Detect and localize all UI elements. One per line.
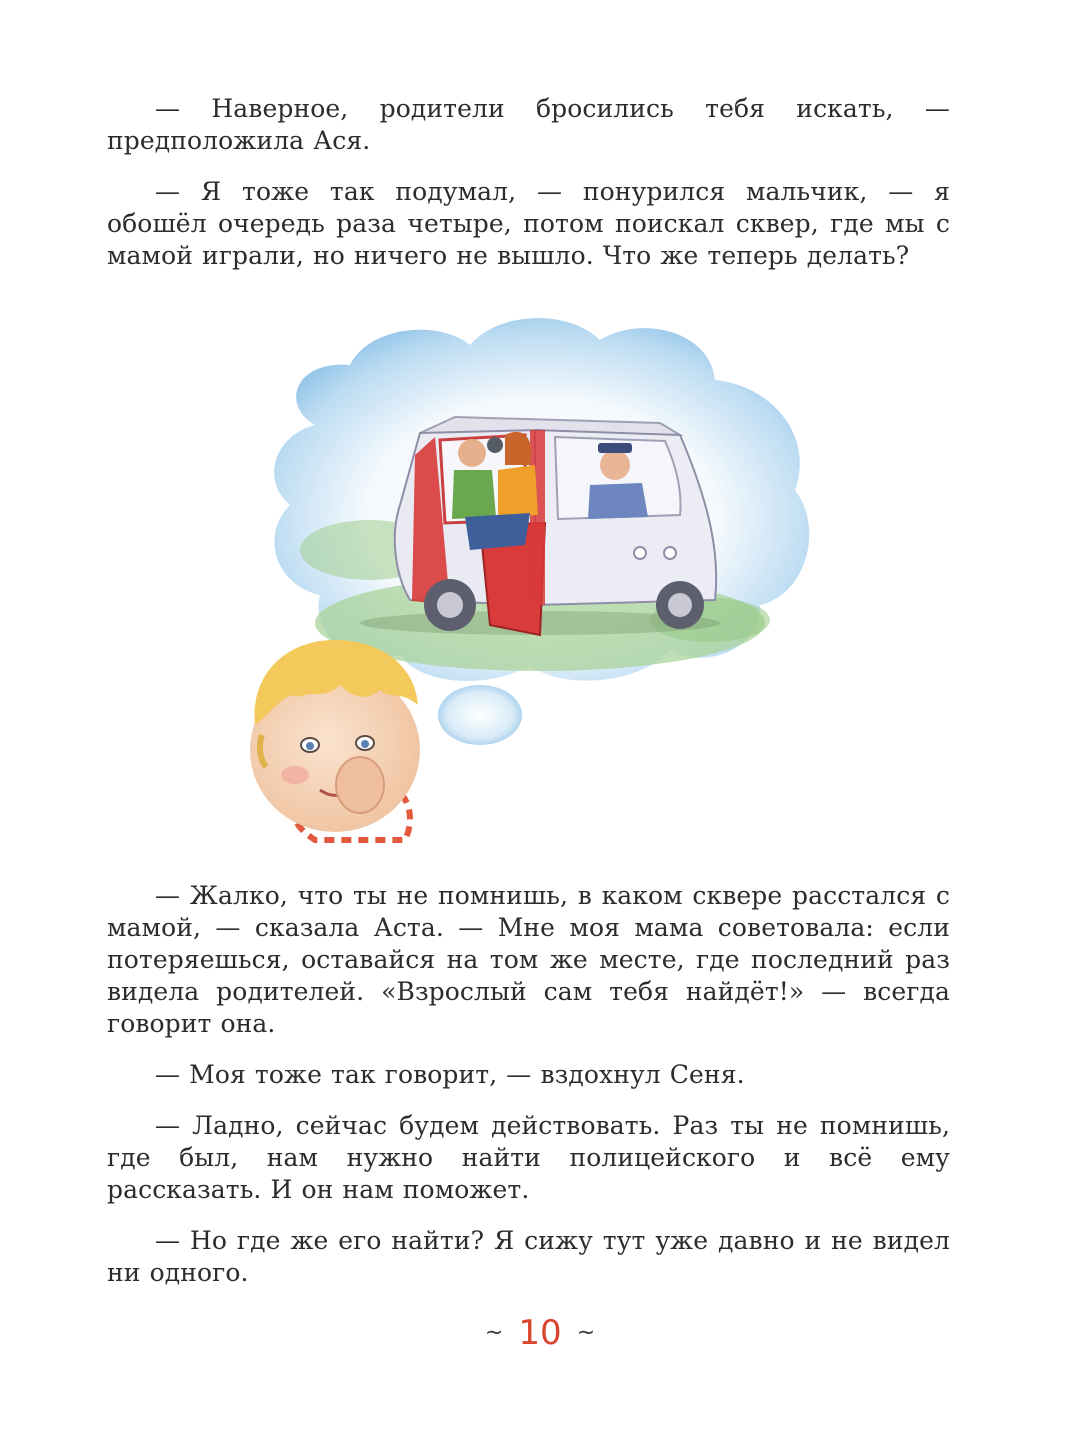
page-number: 10 (518, 1313, 562, 1353)
small-thought-puff (438, 685, 522, 745)
paragraph: — Жалко, что ты не помнишь, в каком сквере расстался с мамой, — сказала Аста. — Мне моя мама советовала: если потеряешься, оставайся на том же месте, где последний раз видела родителей. «Взрослый сам тебя найдёт!» — всегда говорит она. (107, 881, 950, 1038)
paragraph: — Наверное, родители бросились тебя искать, — предположила Ася. (107, 94, 950, 155)
tilde-left: ~ (484, 1320, 504, 1346)
paragraph: — Ладно, сейчас будем действовать. Раз ты не помнишь, где был, нам нужно найти полицейского и всё ему рассказать. И он нам поможет. (107, 1111, 950, 1204)
text-block-top (107, 93, 950, 272)
page-footer (0, 1313, 1080, 1353)
boy-face-icon (250, 640, 420, 840)
tilde-right: ~ (576, 1320, 596, 1346)
text-block-bottom (107, 880, 950, 1289)
paragraph: — Но где же его найти? Я сижу тут уже давно и не видел ни одного. (107, 1226, 950, 1287)
paragraph: — Я тоже так подумал, — понурился мальчик, — я обошёл очередь раза четыре, потом поискал сквер, где мы с мамой играли, но ничего не вышло. Что же теперь делать? (107, 177, 950, 270)
paragraph: — Моя тоже так говорит, — вздохнул Сеня. (155, 1060, 745, 1089)
thought-bubble-illustration (240, 305, 820, 850)
